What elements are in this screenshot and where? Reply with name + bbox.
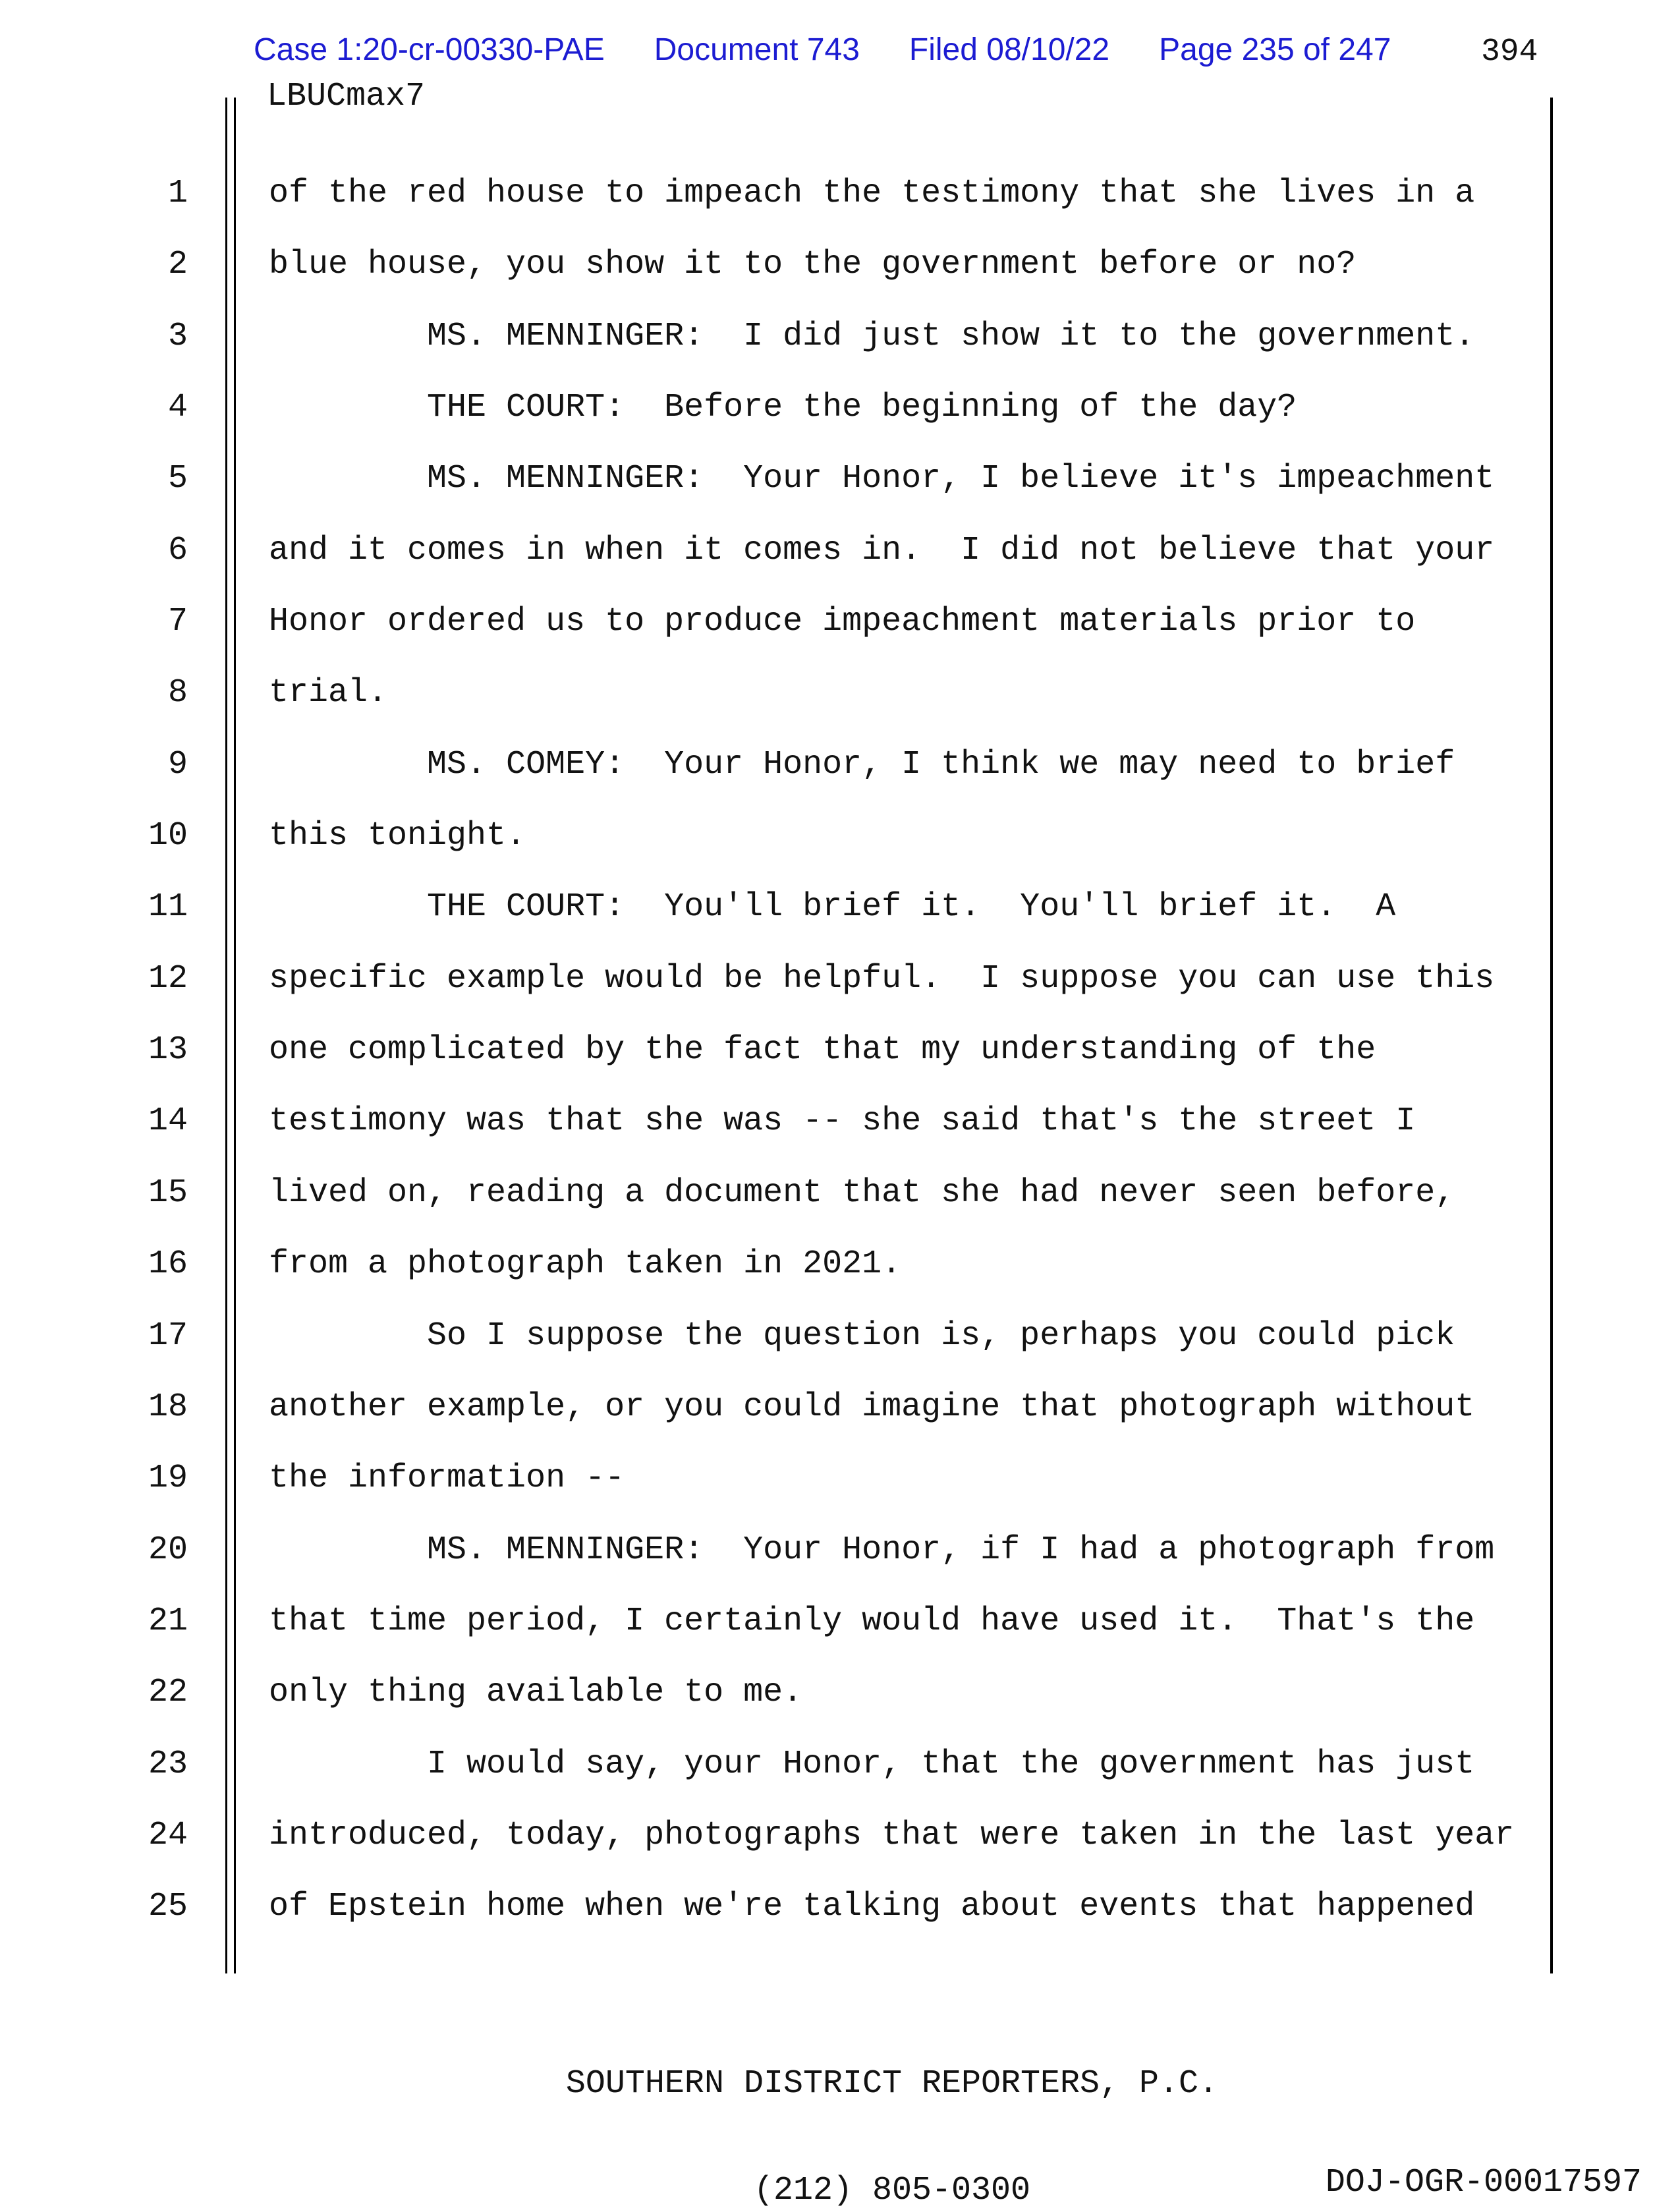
- transcript-line: [0, 443, 1680, 515]
- line-number: 4: [167, 389, 188, 427]
- document-number: Document 743: [654, 32, 860, 67]
- line-text: this tonight.: [269, 817, 526, 855]
- line-text: and it comes in when it comes in. I did not believe that your: [269, 531, 1495, 569]
- line-text: of Epstein home when we're talking about events that happened: [269, 1888, 1475, 1926]
- line-text: of the red house to impeach the testimony that she lives in a: [269, 175, 1475, 212]
- line-text: the information --: [269, 1460, 625, 1498]
- line-number: 8: [167, 674, 188, 712]
- transcript-line: [0, 1657, 1680, 1728]
- line-number: 11: [148, 888, 188, 926]
- line-number: 21: [148, 1602, 188, 1640]
- filed-date: Filed 08/10/22: [909, 32, 1110, 67]
- transcript-page-number: 394: [1481, 34, 1538, 70]
- transcript-line: [0, 301, 1680, 372]
- transcript-line: [0, 1229, 1680, 1300]
- transcript-line: [0, 586, 1680, 658]
- line-number: 22: [148, 1674, 188, 1712]
- transcript-line: [0, 1301, 1680, 1372]
- line-text: MS. COMEY: Your Honor, I think we may need to brief: [269, 745, 1455, 783]
- transcript-line: [0, 1158, 1680, 1229]
- transcript-line: [0, 229, 1680, 300]
- line-number: 23: [148, 1745, 188, 1783]
- line-text: blue house, you show it to the government before or no?: [269, 246, 1357, 284]
- line-number: 3: [167, 317, 188, 355]
- line-number: 1: [167, 175, 188, 212]
- transcript-line: [0, 1586, 1680, 1657]
- transcript-body: [0, 158, 1680, 1943]
- transcript-line: [0, 872, 1680, 943]
- transcript-line: [0, 944, 1680, 1015]
- line-number: 20: [148, 1531, 188, 1569]
- transcript-line: [0, 158, 1680, 229]
- line-text: MS. MENNINGER: Your Honor, if I had a photograph from: [269, 1531, 1495, 1569]
- transcript-line: [0, 1871, 1680, 1943]
- bates-number: DOJ-OGR-00017597: [1325, 2164, 1642, 2201]
- line-text: introduced, today, photographs that were taken in the last year: [269, 1816, 1515, 1854]
- line-number: 17: [148, 1317, 188, 1355]
- line-number: 14: [148, 1102, 188, 1141]
- line-number: 24: [148, 1816, 188, 1854]
- line-number: 6: [167, 531, 188, 569]
- transcript-line: [0, 1515, 1680, 1586]
- transcript-session-id: LBUCmax7: [267, 78, 426, 115]
- line-text: I would say, your Honor, that the government has just: [269, 1745, 1475, 1783]
- line-text: that time period, I certainly would have used it. That's the: [269, 1602, 1475, 1640]
- line-number: 25: [148, 1888, 188, 1926]
- line-number: 15: [148, 1174, 188, 1212]
- transcript-line: [0, 1372, 1680, 1443]
- line-number: 12: [148, 959, 188, 998]
- transcript-line: [0, 1015, 1680, 1086]
- line-number: 19: [148, 1460, 188, 1498]
- transcript-line: [0, 515, 1680, 586]
- line-text: Honor ordered us to produce impeachment materials prior to: [269, 603, 1416, 641]
- line-number: 13: [148, 1031, 188, 1069]
- line-number: 16: [148, 1245, 188, 1284]
- line-text: testimony was that she was -- she said that's the street I: [269, 1102, 1416, 1141]
- line-number: 10: [148, 817, 188, 855]
- case-number: Case 1:20-cr-00330-PAE: [254, 32, 605, 67]
- line-text: trial.: [269, 674, 388, 712]
- ecf-header-stamp: [254, 32, 1391, 68]
- transcript-line: [0, 1800, 1680, 1871]
- line-text: MS. MENNINGER: Your Honor, I believe it's impeachment: [269, 460, 1495, 498]
- transcript-line: [0, 1086, 1680, 1157]
- reporter-phone: (212) 805-0300: [753, 2172, 1031, 2209]
- transcript-line: [0, 1443, 1680, 1514]
- line-text: one complicated by the fact that my understanding of the: [269, 1031, 1376, 1069]
- line-text: MS. MENNINGER: I did just show it to the government.: [269, 317, 1475, 355]
- transcript-line: [0, 801, 1680, 872]
- line-number: 9: [167, 745, 188, 783]
- transcript-line: [0, 1729, 1680, 1800]
- line-text: from a photograph taken in 2021.: [269, 1245, 902, 1284]
- transcript-line: [0, 372, 1680, 443]
- line-number: 2: [167, 246, 188, 284]
- transcript-line: [0, 729, 1680, 801]
- line-text: lived on, reading a document that she had never seen before,: [269, 1174, 1455, 1212]
- pdf-page-of: Page 235 of 247: [1159, 32, 1391, 67]
- reporter-name: SOUTHERN DISTRICT REPORTERS, P.C.: [565, 2065, 1219, 2103]
- line-text: another example, or you could imagine that photograph without: [269, 1388, 1475, 1426]
- line-text: THE COURT: You'll brief it. You'll brief it. A: [269, 888, 1396, 926]
- line-number: 7: [167, 603, 188, 641]
- line-number: 18: [148, 1388, 188, 1426]
- line-text: only thing available to me.: [269, 1674, 803, 1712]
- transcript-line: [0, 658, 1680, 729]
- line-number: 5: [167, 460, 188, 498]
- line-text: THE COURT: Before the beginning of the day?: [269, 389, 1297, 427]
- line-text: So I suppose the question is, perhaps you could pick: [269, 1317, 1455, 1355]
- line-text: specific example would be helpful. I suppose you can use this: [269, 959, 1495, 998]
